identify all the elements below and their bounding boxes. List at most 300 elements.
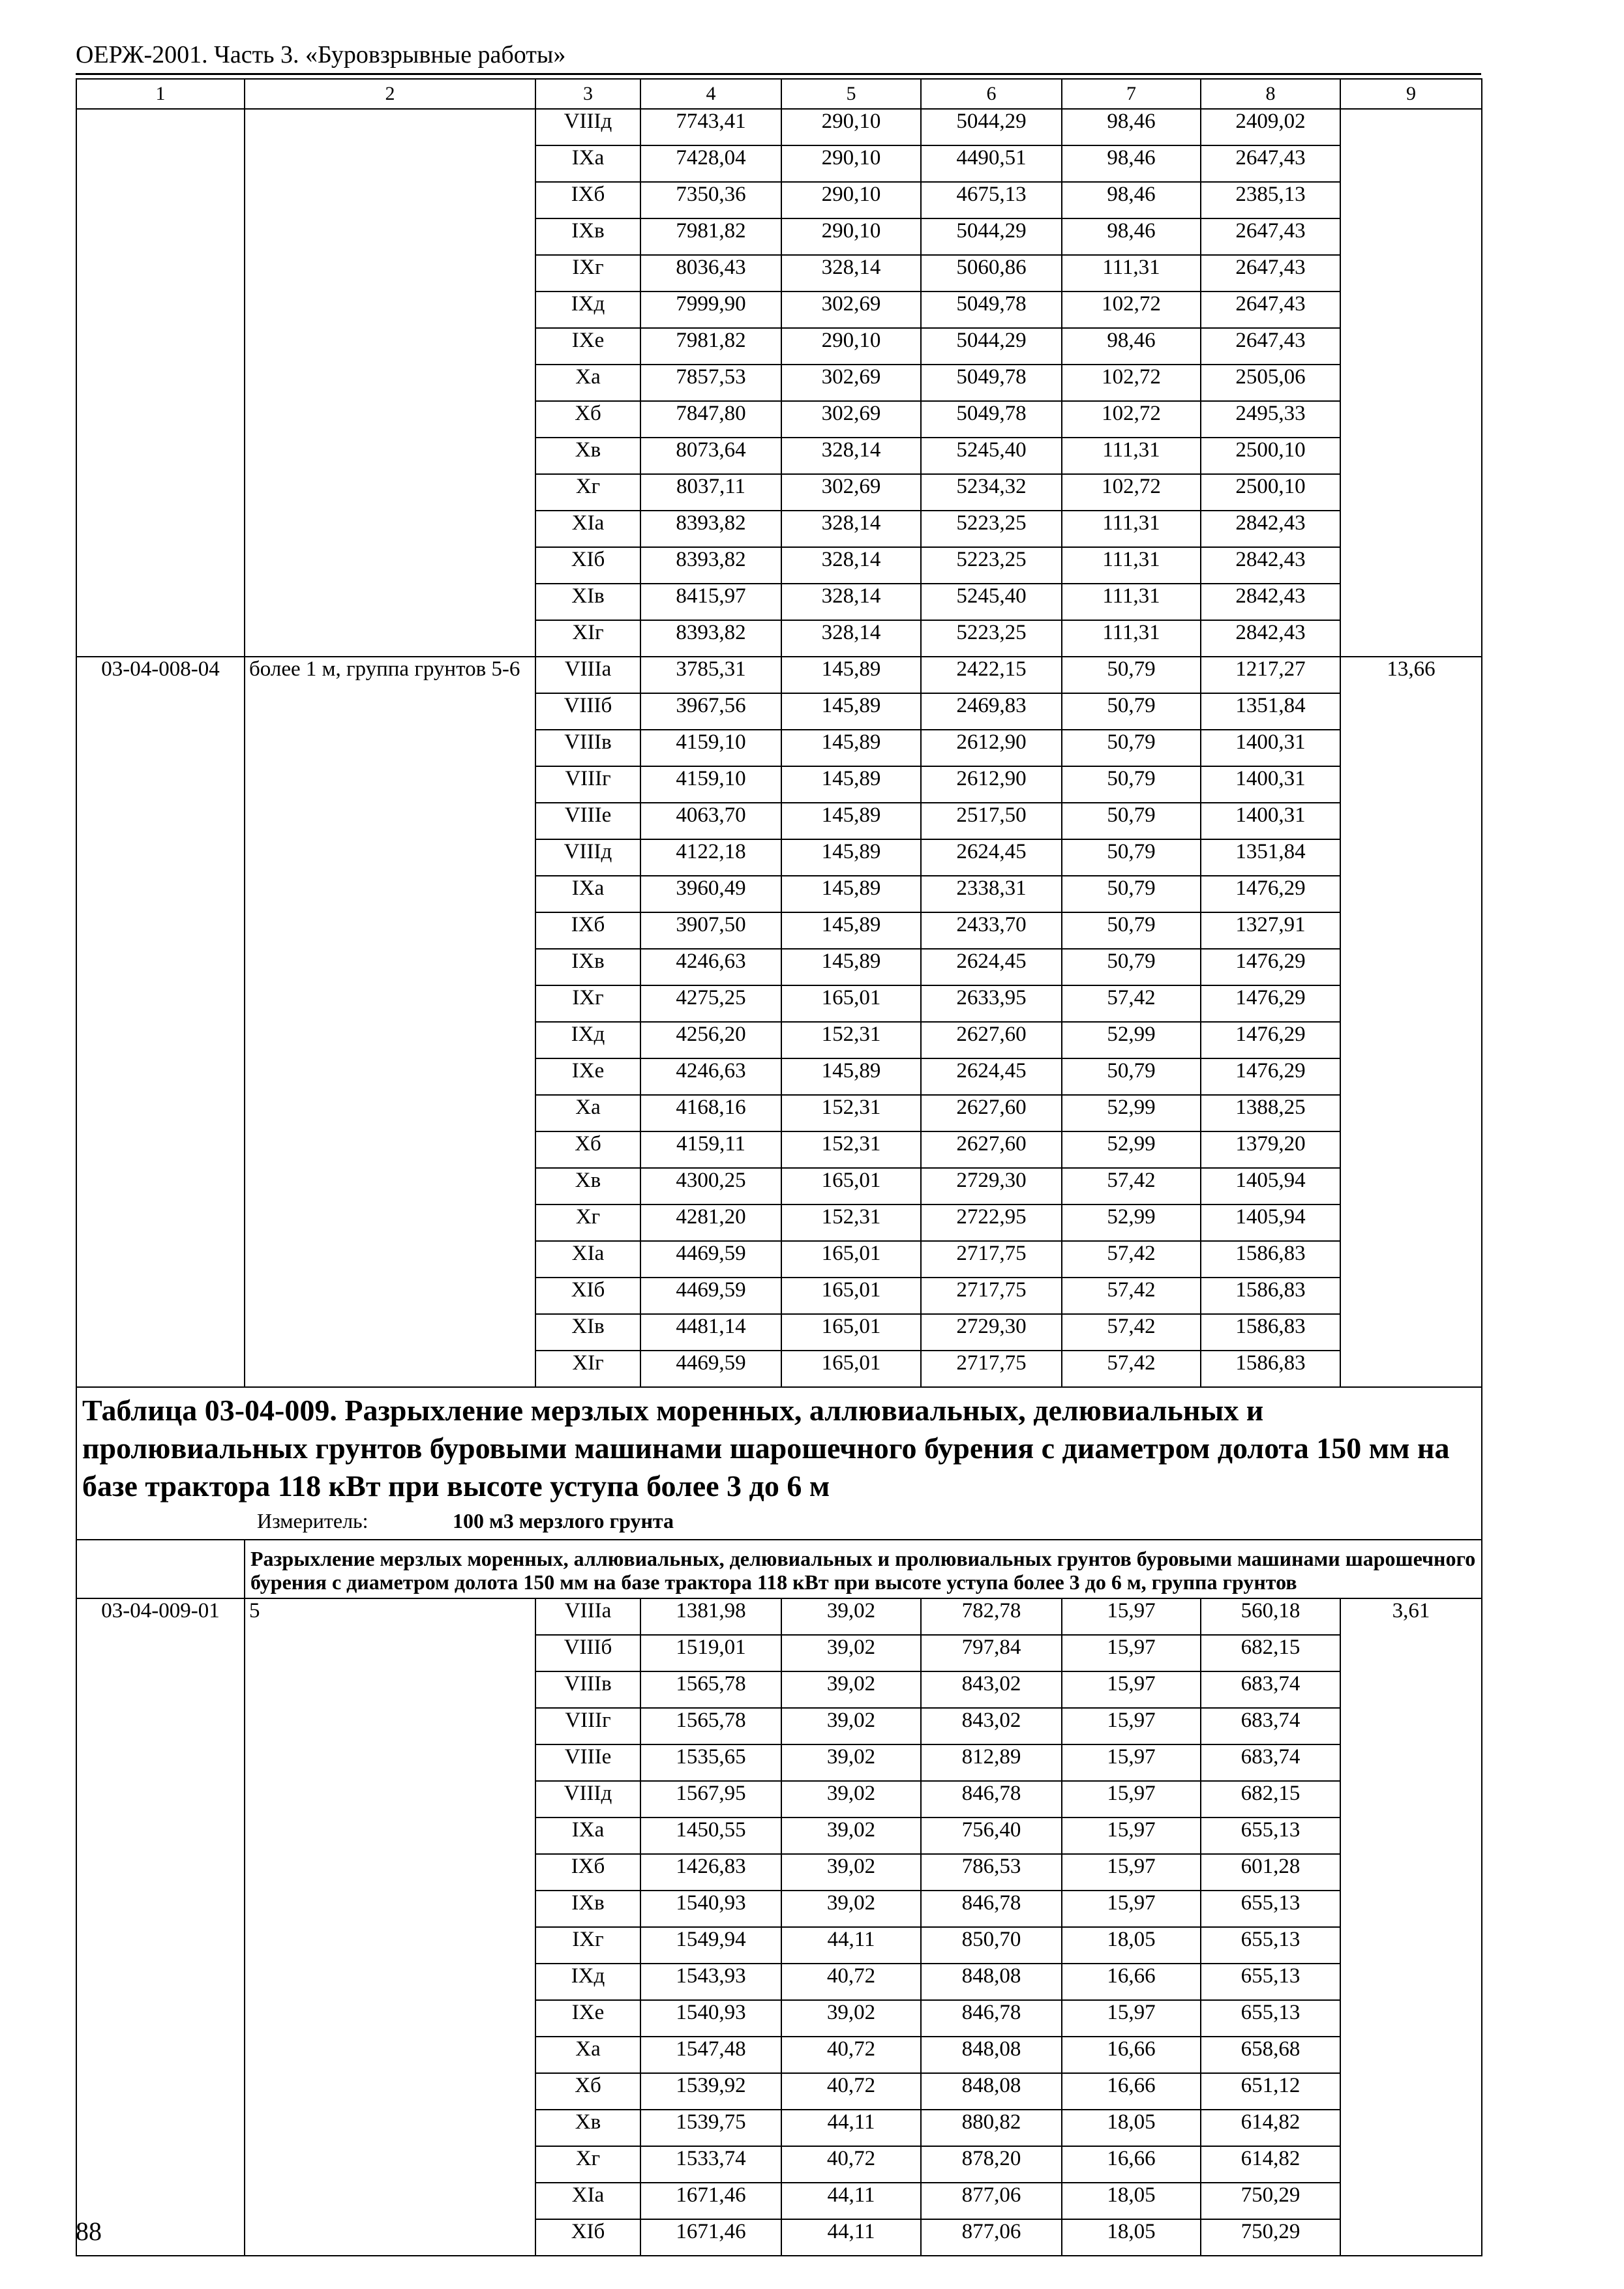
soil-category-cell: XIг (535, 620, 640, 657)
machines-cell: 2627,60 (921, 1131, 1062, 1168)
materials-cell: 2500,10 (1201, 438, 1340, 474)
materials-cell: 655,13 (1201, 2000, 1340, 2037)
total-cost-cell: 4281,20 (640, 1204, 781, 1241)
wages-cell: 39,02 (781, 1818, 921, 1854)
total-cost-cell: 8393,82 (640, 547, 781, 584)
machines-cell: 5245,40 (921, 438, 1062, 474)
soil-category-cell: VIIIв (535, 730, 640, 766)
drivers-wages-cell: 18,05 (1062, 2110, 1201, 2146)
total-cost-cell: 1381,98 (640, 1598, 781, 1635)
work-description-row (76, 1540, 1482, 1598)
drivers-wages-cell: 52,99 (1062, 1095, 1201, 1131)
soil-category-cell: Xа (535, 1095, 640, 1131)
drivers-wages-cell: 111,31 (1062, 438, 1201, 474)
rate-description-cell: более 1 м, группа грунтов 5-6 (245, 657, 535, 1387)
total-cost-cell: 4063,70 (640, 803, 781, 839)
drivers-wages-cell: 50,79 (1062, 949, 1201, 985)
materials-cell: 2647,43 (1201, 145, 1340, 182)
total-cost-cell: 3785,31 (640, 657, 781, 693)
total-cost-cell: 4159,11 (640, 1131, 781, 1168)
materials-cell: 682,15 (1201, 1781, 1340, 1818)
materials-cell: 750,29 (1201, 2183, 1340, 2219)
wages-cell: 165,01 (781, 985, 921, 1022)
labor-cost-cell: 3,61 (1340, 1598, 1482, 2256)
soil-category-cell: XIб (535, 2219, 640, 2256)
materials-cell: 1351,84 (1201, 839, 1340, 876)
machines-cell: 5223,25 (921, 620, 1062, 657)
machines-cell: 2729,30 (921, 1314, 1062, 1351)
drivers-wages-cell: 98,46 (1062, 328, 1201, 365)
machines-cell: 2627,60 (921, 1022, 1062, 1058)
materials-cell: 1476,29 (1201, 985, 1340, 1022)
drivers-wages-cell: 57,42 (1062, 1314, 1201, 1351)
materials-cell: 2842,43 (1201, 547, 1340, 584)
wages-cell: 44,11 (781, 1927, 921, 1964)
wages-cell: 39,02 (781, 1635, 921, 1671)
total-cost-cell: 1565,78 (640, 1671, 781, 1708)
total-cost-cell: 1671,46 (640, 2183, 781, 2219)
materials-cell: 750,29 (1201, 2219, 1340, 2256)
wages-cell: 39,02 (781, 1781, 921, 1818)
column-number-cell: 9 (1340, 79, 1482, 109)
soil-category-cell: XIа (535, 511, 640, 547)
drivers-wages-cell: 15,97 (1062, 1781, 1201, 1818)
machines-cell: 797,84 (921, 1635, 1062, 1671)
materials-cell: 682,15 (1201, 1635, 1340, 1671)
materials-cell: 2842,43 (1201, 620, 1340, 657)
table-caption-cell (76, 1387, 1482, 1540)
soil-category-cell: Xа (535, 2037, 640, 2073)
drivers-wages-cell: 15,97 (1062, 1744, 1201, 1781)
soil-category-cell: VIIIд (535, 839, 640, 876)
drivers-wages-cell: 52,99 (1062, 1022, 1201, 1058)
wages-cell: 44,11 (781, 2110, 921, 2146)
machines-cell: 880,82 (921, 2110, 1062, 2146)
measure-unit (82, 1508, 1476, 1534)
wages-cell: 40,72 (781, 2146, 921, 2183)
drivers-wages-cell: 111,31 (1062, 511, 1201, 547)
machines-cell: 850,70 (921, 1927, 1062, 1964)
drivers-wages-cell: 57,42 (1062, 985, 1201, 1022)
machines-cell: 846,78 (921, 1781, 1062, 1818)
wages-cell: 39,02 (781, 1671, 921, 1708)
soil-category-cell: IXб (535, 182, 640, 218)
work-description-spacer (76, 1540, 245, 1598)
wages-cell: 290,10 (781, 218, 921, 255)
materials-cell: 655,13 (1201, 1891, 1340, 1927)
wages-cell: 152,31 (781, 1131, 921, 1168)
wages-cell: 145,89 (781, 730, 921, 766)
soil-category-cell: IXе (535, 2000, 640, 2037)
materials-cell: 1400,31 (1201, 766, 1340, 803)
soil-category-cell: VIIIе (535, 1744, 640, 1781)
drivers-wages-cell: 57,42 (1062, 1168, 1201, 1204)
wages-cell: 39,02 (781, 1854, 921, 1891)
total-cost-cell: 4159,10 (640, 730, 781, 766)
machines-cell: 786,53 (921, 1854, 1062, 1891)
drivers-wages-cell: 98,46 (1062, 109, 1201, 145)
drivers-wages-cell: 50,79 (1062, 876, 1201, 912)
total-cost-cell: 7857,53 (640, 365, 781, 401)
materials-cell: 683,74 (1201, 1744, 1340, 1781)
materials-cell: 1351,84 (1201, 693, 1340, 730)
total-cost-cell: 1539,75 (640, 2110, 781, 2146)
soil-category-cell: Xв (535, 2110, 640, 2146)
wages-cell: 290,10 (781, 145, 921, 182)
drivers-wages-cell: 15,97 (1062, 1891, 1201, 1927)
total-cost-cell: 1535,65 (640, 1744, 781, 1781)
total-cost-cell: 1533,74 (640, 2146, 781, 2183)
total-cost-cell: 8037,11 (640, 474, 781, 511)
materials-cell: 2842,43 (1201, 511, 1340, 547)
soil-category-cell: IXа (535, 145, 640, 182)
total-cost-cell: 4256,20 (640, 1022, 781, 1058)
total-cost-cell: 8393,82 (640, 620, 781, 657)
machines-cell: 878,20 (921, 2146, 1062, 2183)
wages-cell: 290,10 (781, 328, 921, 365)
total-cost-cell: 4469,59 (640, 1241, 781, 1278)
materials-cell: 560,18 (1201, 1598, 1340, 1635)
wages-cell: 39,02 (781, 1744, 921, 1781)
wages-cell: 145,89 (781, 949, 921, 985)
table-caption-row (76, 1387, 1482, 1540)
total-cost-cell: 8415,97 (640, 584, 781, 620)
wages-cell: 290,10 (781, 182, 921, 218)
machines-cell: 4675,13 (921, 182, 1062, 218)
materials-cell: 2495,33 (1201, 401, 1340, 438)
soil-category-cell: IXг (535, 1927, 640, 1964)
total-cost-cell: 1540,93 (640, 1891, 781, 1927)
rate-code-cell (76, 109, 245, 657)
soil-category-cell: Xг (535, 474, 640, 511)
wages-cell: 302,69 (781, 292, 921, 328)
soil-category-cell: IXд (535, 1022, 640, 1058)
machines-cell: 2517,50 (921, 803, 1062, 839)
total-cost-cell: 4168,16 (640, 1095, 781, 1131)
table-row (76, 109, 1482, 145)
drivers-wages-cell: 111,31 (1062, 620, 1201, 657)
materials-cell: 1476,29 (1201, 1058, 1340, 1095)
soil-category-cell: IXб (535, 912, 640, 949)
drivers-wages-cell: 102,72 (1062, 474, 1201, 511)
machines-cell: 877,06 (921, 2219, 1062, 2256)
materials-cell: 1217,27 (1201, 657, 1340, 693)
materials-cell: 1476,29 (1201, 876, 1340, 912)
wages-cell: 328,14 (781, 511, 921, 547)
drivers-wages-cell: 18,05 (1062, 2183, 1201, 2219)
soil-category-cell: VIIIа (535, 657, 640, 693)
drivers-wages-cell: 57,42 (1062, 1351, 1201, 1387)
drivers-wages-cell: 102,72 (1062, 365, 1201, 401)
wages-cell: 40,72 (781, 1964, 921, 2000)
rate-description-cell (245, 109, 535, 657)
drivers-wages-cell: 57,42 (1062, 1278, 1201, 1314)
machines-cell: 5060,86 (921, 255, 1062, 292)
materials-cell: 1586,83 (1201, 1351, 1340, 1387)
wages-cell: 302,69 (781, 401, 921, 438)
total-cost-cell: 1565,78 (640, 1708, 781, 1744)
total-cost-cell: 1450,55 (640, 1818, 781, 1854)
total-cost-cell: 8393,82 (640, 511, 781, 547)
total-cost-cell: 7743,41 (640, 109, 781, 145)
wages-cell: 165,01 (781, 1314, 921, 1351)
total-cost-cell: 4481,14 (640, 1314, 781, 1351)
materials-cell: 2647,43 (1201, 255, 1340, 292)
drivers-wages-cell: 50,79 (1062, 657, 1201, 693)
machines-cell: 848,08 (921, 2073, 1062, 2110)
materials-cell: 1405,94 (1201, 1204, 1340, 1241)
soil-category-cell: Xб (535, 1131, 640, 1168)
soil-category-cell: IXд (535, 1964, 640, 2000)
column-number-cell: 5 (781, 79, 921, 109)
measure-unit-value: 100 м3 мерзлого грунта (453, 1509, 674, 1533)
machines-cell: 848,08 (921, 2037, 1062, 2073)
machines-cell: 5223,25 (921, 511, 1062, 547)
wages-cell: 152,31 (781, 1204, 921, 1241)
machines-cell: 756,40 (921, 1818, 1062, 1854)
drivers-wages-cell: 98,46 (1062, 145, 1201, 182)
drivers-wages-cell: 102,72 (1062, 292, 1201, 328)
soil-category-cell: IXа (535, 876, 640, 912)
total-cost-cell: 4159,10 (640, 766, 781, 803)
machines-cell: 2627,60 (921, 1095, 1062, 1131)
drivers-wages-cell: 16,66 (1062, 2073, 1201, 2110)
soil-category-cell: Xв (535, 1168, 640, 1204)
soil-category-cell: VIIIб (535, 1635, 640, 1671)
drivers-wages-cell: 15,97 (1062, 1635, 1201, 1671)
machines-cell: 5044,29 (921, 328, 1062, 365)
soil-category-cell: IXе (535, 1058, 640, 1095)
table-row (76, 657, 1482, 693)
total-cost-cell: 4246,63 (640, 949, 781, 985)
drivers-wages-cell: 16,66 (1062, 2146, 1201, 2183)
total-cost-cell: 4122,18 (640, 839, 781, 876)
machines-cell: 877,06 (921, 2183, 1062, 2219)
drivers-wages-cell: 18,05 (1062, 1927, 1201, 1964)
labor-cost-cell (1340, 109, 1482, 657)
machines-cell: 5049,78 (921, 365, 1062, 401)
wages-cell: 40,72 (781, 2073, 921, 2110)
wages-cell: 165,01 (781, 1351, 921, 1387)
machines-cell: 846,78 (921, 1891, 1062, 1927)
soil-category-cell: Xб (535, 2073, 640, 2110)
wages-cell: 145,89 (781, 839, 921, 876)
total-cost-cell: 4300,25 (640, 1168, 781, 1204)
soil-category-cell: XIв (535, 1314, 640, 1351)
materials-cell: 1400,31 (1201, 730, 1340, 766)
wages-cell: 39,02 (781, 1708, 921, 1744)
document-header: ОЕРЖ-2001. Часть 3. «Буровзрывные работы» (76, 39, 1481, 75)
soil-category-cell: IXе (535, 328, 640, 365)
wages-cell: 328,14 (781, 584, 921, 620)
soil-category-cell: Xг (535, 1204, 640, 1241)
drivers-wages-cell: 50,79 (1062, 693, 1201, 730)
rate-description-cell: 5 (245, 1598, 535, 2256)
soil-category-cell: IXд (535, 292, 640, 328)
drivers-wages-cell: 111,31 (1062, 255, 1201, 292)
materials-cell: 2647,43 (1201, 292, 1340, 328)
machines-cell: 4490,51 (921, 145, 1062, 182)
materials-cell: 1586,83 (1201, 1278, 1340, 1314)
machines-cell: 2469,83 (921, 693, 1062, 730)
soil-category-cell: IXв (535, 949, 640, 985)
column-number-cell: 2 (245, 79, 535, 109)
machines-cell: 2624,45 (921, 949, 1062, 985)
materials-cell: 658,68 (1201, 2037, 1340, 2073)
soil-category-cell: VIIIв (535, 1671, 640, 1708)
materials-cell: 683,74 (1201, 1708, 1340, 1744)
materials-cell: 655,13 (1201, 1818, 1340, 1854)
drivers-wages-cell: 111,31 (1062, 584, 1201, 620)
soil-category-cell: VIIIг (535, 766, 640, 803)
materials-cell: 2647,43 (1201, 218, 1340, 255)
soil-category-cell: VIIIб (535, 693, 640, 730)
page-number: 88 (76, 2217, 102, 2246)
drivers-wages-cell: 111,31 (1062, 547, 1201, 584)
machines-cell: 848,08 (921, 1964, 1062, 2000)
drivers-wages-cell: 102,72 (1062, 401, 1201, 438)
machines-cell: 782,78 (921, 1598, 1062, 1635)
soil-category-cell: Xб (535, 401, 640, 438)
machines-cell: 843,02 (921, 1708, 1062, 1744)
wages-cell: 328,14 (781, 255, 921, 292)
column-number-cell: 1 (76, 79, 245, 109)
wages-cell: 165,01 (781, 1278, 921, 1314)
wages-cell: 145,89 (781, 657, 921, 693)
machines-cell: 5234,32 (921, 474, 1062, 511)
materials-cell: 683,74 (1201, 1671, 1340, 1708)
wages-cell: 145,89 (781, 912, 921, 949)
drivers-wages-cell: 50,79 (1062, 730, 1201, 766)
total-cost-cell: 7999,90 (640, 292, 781, 328)
materials-cell: 1400,31 (1201, 803, 1340, 839)
machines-cell: 5044,29 (921, 109, 1062, 145)
materials-cell: 1476,29 (1201, 949, 1340, 985)
table-row (76, 1598, 1482, 1635)
wages-cell: 302,69 (781, 474, 921, 511)
soil-category-cell: VIIIе (535, 803, 640, 839)
soil-category-cell: XIа (535, 2183, 640, 2219)
wages-cell: 40,72 (781, 2037, 921, 2073)
materials-cell: 614,82 (1201, 2146, 1340, 2183)
soil-category-cell: IXг (535, 255, 640, 292)
drivers-wages-cell: 15,97 (1062, 1854, 1201, 1891)
total-cost-cell: 7350,36 (640, 182, 781, 218)
wages-cell: 165,01 (781, 1168, 921, 1204)
drivers-wages-cell: 52,99 (1062, 1204, 1201, 1241)
work-description-cell: Разрыхление мерзлых моренных, аллювиальных, делювиальных и пролювиальных грунтов буровыми машинами шарошечного бурения с диаметром долота 150 мм на базе трактора 118 кВт при высоте уступа более 3 до 6 м, группа грунтов (245, 1540, 1482, 1598)
total-cost-cell: 1539,92 (640, 2073, 781, 2110)
wages-cell: 39,02 (781, 1598, 921, 1635)
machines-cell: 2612,90 (921, 766, 1062, 803)
materials-cell: 655,13 (1201, 1964, 1340, 2000)
total-cost-cell: 4246,63 (640, 1058, 781, 1095)
drivers-wages-cell: 50,79 (1062, 766, 1201, 803)
total-cost-cell: 4275,25 (640, 985, 781, 1022)
drivers-wages-cell: 50,79 (1062, 803, 1201, 839)
materials-cell: 614,82 (1201, 2110, 1340, 2146)
drivers-wages-cell: 57,42 (1062, 1241, 1201, 1278)
materials-cell: 1586,83 (1201, 1314, 1340, 1351)
soil-category-cell: VIIIд (535, 109, 640, 145)
machines-cell: 5044,29 (921, 218, 1062, 255)
wages-cell: 145,89 (781, 876, 921, 912)
total-cost-cell: 1549,94 (640, 1927, 781, 1964)
rate-code-cell: 03-04-009-01 (76, 1598, 245, 2256)
soil-category-cell: IXа (535, 1818, 640, 1854)
total-cost-cell: 1543,93 (640, 1964, 781, 2000)
materials-cell: 655,13 (1201, 1927, 1340, 1964)
total-cost-cell: 1671,46 (640, 2219, 781, 2256)
machines-cell: 843,02 (921, 1671, 1062, 1708)
soil-category-cell: XIб (535, 1278, 640, 1314)
wages-cell: 328,14 (781, 547, 921, 584)
column-number-row (76, 79, 1482, 109)
soil-category-cell: Xа (535, 365, 640, 401)
drivers-wages-cell: 52,99 (1062, 1131, 1201, 1168)
machines-cell: 5049,78 (921, 292, 1062, 328)
drivers-wages-cell: 98,46 (1062, 218, 1201, 255)
total-cost-cell: 8073,64 (640, 438, 781, 474)
drivers-wages-cell: 15,97 (1062, 1598, 1201, 1635)
column-number-cell: 4 (640, 79, 781, 109)
wages-cell: 328,14 (781, 438, 921, 474)
materials-cell: 2385,13 (1201, 182, 1340, 218)
drivers-wages-cell: 98,46 (1062, 182, 1201, 218)
total-cost-cell: 1519,01 (640, 1635, 781, 1671)
wages-cell: 152,31 (781, 1022, 921, 1058)
wages-cell: 145,89 (781, 1058, 921, 1095)
wages-cell: 145,89 (781, 766, 921, 803)
machines-cell: 2717,75 (921, 1278, 1062, 1314)
total-cost-cell: 1567,95 (640, 1781, 781, 1818)
soil-category-cell: Xг (535, 2146, 640, 2183)
drivers-wages-cell: 15,97 (1062, 1708, 1201, 1744)
soil-category-cell: XIв (535, 584, 640, 620)
materials-cell: 1476,29 (1201, 1022, 1340, 1058)
machines-cell: 812,89 (921, 1744, 1062, 1781)
labor-cost-cell: 13,66 (1340, 657, 1482, 1387)
total-cost-cell: 7847,80 (640, 401, 781, 438)
soil-category-cell: XIб (535, 547, 640, 584)
drivers-wages-cell: 15,97 (1062, 2000, 1201, 2037)
total-cost-cell: 8036,43 (640, 255, 781, 292)
price-table-body (76, 79, 1482, 2256)
column-number-cell: 3 (535, 79, 640, 109)
drivers-wages-cell: 18,05 (1062, 2219, 1201, 2256)
machines-cell: 846,78 (921, 2000, 1062, 2037)
machines-cell: 2338,31 (921, 876, 1062, 912)
soil-category-cell: VIIIг (535, 1708, 640, 1744)
machines-cell: 2624,45 (921, 839, 1062, 876)
materials-cell: 2647,43 (1201, 328, 1340, 365)
machines-cell: 2729,30 (921, 1168, 1062, 1204)
total-cost-cell: 7981,82 (640, 328, 781, 365)
materials-cell: 651,12 (1201, 2073, 1340, 2110)
machines-cell: 2717,75 (921, 1241, 1062, 1278)
soil-category-cell: XIг (535, 1351, 640, 1387)
drivers-wages-cell: 15,97 (1062, 1818, 1201, 1854)
materials-cell: 1405,94 (1201, 1168, 1340, 1204)
soil-category-cell: IXб (535, 1854, 640, 1891)
table-title: Таблица 03-04-009. Разрыхление мерзлых моренных, аллювиальных, делювиальных и пролювиальных грунтов буровыми машинами шарошечного бурения с диаметром долота 150 мм на базе трактора 118 кВт при высоте уступа более 3 до 6 м (82, 1394, 1450, 1503)
machines-cell: 2612,90 (921, 730, 1062, 766)
total-cost-cell: 7981,82 (640, 218, 781, 255)
machines-cell: 2633,95 (921, 985, 1062, 1022)
materials-cell: 2842,43 (1201, 584, 1340, 620)
column-number-cell: 8 (1201, 79, 1340, 109)
materials-cell: 1379,20 (1201, 1131, 1340, 1168)
